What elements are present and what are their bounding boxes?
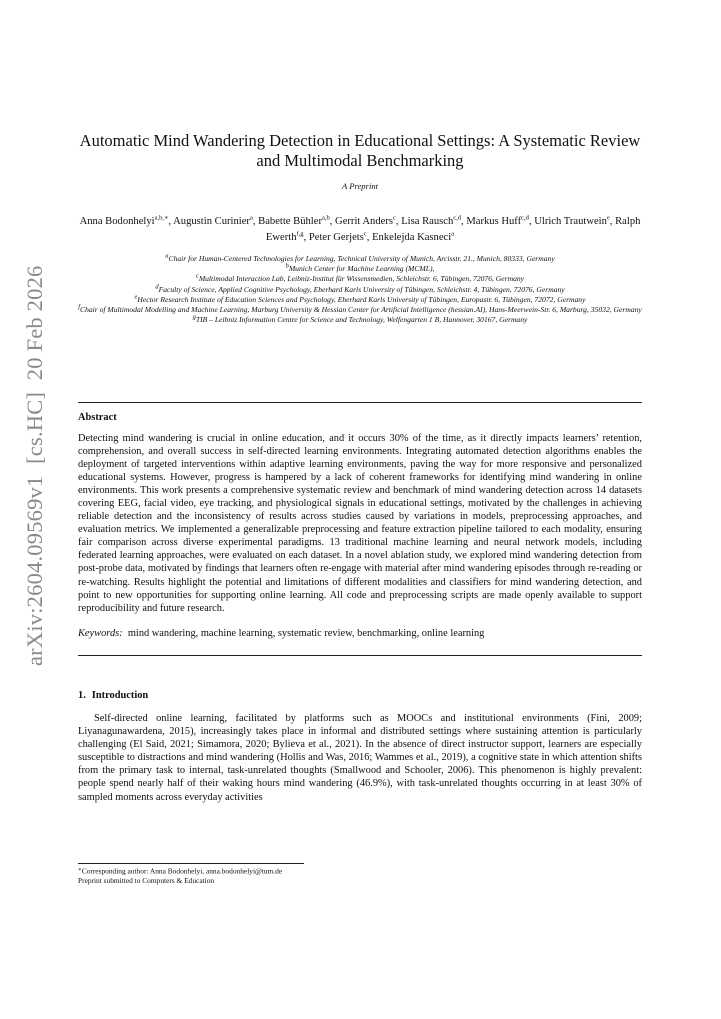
author-separator: , — [609, 216, 616, 227]
author-separator: , — [395, 216, 402, 227]
author-affiliation-mark: c — [363, 229, 367, 237]
author-separator: , — [461, 216, 467, 227]
affiliation-line — [78, 295, 642, 305]
author-name: Gerrit Anders — [335, 216, 394, 227]
author-separator: , — [252, 216, 259, 227]
author-name: Ulrich Trautwein — [534, 216, 607, 227]
author-affiliation-mark: a — [249, 214, 253, 222]
keywords-label: Keywords: — [78, 628, 123, 639]
affiliation-line — [78, 274, 642, 284]
affiliation-text: Hector Research Institute of Education Sciences and Psychology, Eberhard Karls University of Tübingen, Europastr. 6, Tübingen, 72072, Germany — [137, 294, 586, 304]
section-title: Introduction — [91, 690, 149, 701]
author-affiliation-mark: a — [451, 229, 455, 237]
author-name: Enkelejda Kasneci — [372, 231, 452, 243]
abstract-bottom-rule — [78, 655, 642, 656]
section-heading-introduction — [78, 690, 148, 701]
affiliation-text: Multimodal Interaction Lab, Leibniz-Institut für Wissensmedien, Schleichstr. 6, Tübingen, 72076, Germany — [198, 274, 525, 284]
corresponding-author-note — [78, 866, 642, 876]
author-affiliation-mark: c — [393, 214, 396, 222]
affiliation-text: Chair of Multimodal Modelling and Machine Learning, Marburg University & Hessian Center for Artificial Intelligence (hessian.AI), Hans-Meerwein-Str. 6, Marburg, 35032, Germany — [80, 305, 642, 315]
author-separator: , — [528, 216, 535, 227]
affiliation-mark: f — [78, 303, 80, 311]
author-affiliation-mark: f,g — [296, 229, 304, 237]
author-name: Babette Bühler — [258, 216, 322, 227]
affiliation-mark: b — [285, 262, 289, 270]
affiliation-mark: c — [195, 272, 199, 280]
affiliation-text: Faculty of Science, Applied Cognitive Psychology, Eberhard Karls University of Tübingen, Schleichstr. 4, Tübingen, 72076, Germany — [158, 284, 565, 294]
author-affiliation-mark: c,d — [521, 214, 529, 222]
introduction-paragraph: Self-directed online learning, facilitated by platforms such as MOOCs and institutional environments (Fini, 2009; Liyanagunawardena, 2015), increasingly takes place in informal and distributed settings where sustaining attention is particularly challenging (El Said, 2021; Simamora, 2020; Bylieva et al., 2021). In the absence of direct instructor support, learners are especially susceptible to distractions and mind wandering (Hollis and Was, 2016; Wammes et al., 2019), a cognitive state in which attention shifts from the primary task to internal, task-unrelated thoughts (Smallwood and Schooler, 2006). This phenomenon is highly prevalent: people spend nearly half of their waking hours mind wandering (46.9%), with task-unrelated thoughts occurring in at least 30% of sampled moments across everyday activities — [78, 713, 642, 803]
author-affiliation-mark: a,b,∗ — [154, 214, 169, 222]
author-name: Lisa Rausch — [401, 216, 454, 227]
paper-title: Automatic Mind Wandering Detection in Educational Settings: A Systematic Review and Multimodal Benchmarking — [79, 131, 641, 170]
affiliation-text: Munich Center for Machine Learning (MCML), — [288, 264, 435, 274]
affiliation-mark: g — [192, 313, 196, 321]
author-affiliation-mark: a,b — [321, 214, 330, 222]
abstract-heading: Abstract — [78, 412, 117, 423]
keywords-line — [78, 628, 642, 639]
affiliation-line — [78, 315, 642, 325]
abstract-text: Detecting mind wandering is crucial in online education, and it occurs 30% of the time, as it directly impacts learners’ retention, comprehension, and overall success in self-directed learning environments. Integrating automated detection algorithms enables the deployment of targeted interventions within adaptive learning environments, paving the way for more responsive and personalized educational systems. However, progress is hampered by a lack of coherent frameworks for identifying mind wandering in online environments. This work presents a comprehensive systematic review and benchmark of mind wandering detection across 14 datasets covering EEG, facial video, eye tracking, and physiological signals in educational settings, motivated by the challenges in achieving reliable detection and the inconsistency of results across studies caused by variations in models, preprocessing approaches, and evaluation metrics. We implemented a generalizable preprocessing and feature extraction pipeline tailored to each modality, ensuring fair comparison across diverse experimental paradigms. 13 traditional machine learning and neural network models, including federated learning approaches, were evaluated on each dataset. In a novel ablation study, we explored mind wandering detection from post-probe data, motivated by findings that learners often re-engage with material after mind wandering episodes through re-reading or re-watching. Results highlight the potential and limitations of different modalities and classifiers for mind wandering detection, and point to new opportunities for supporting online learning. All code and preprocessing scripts are made openly available to support reproducibility and future research. — [78, 433, 642, 614]
footnote-rule — [78, 863, 304, 864]
author-name: Ralph Ewerth — [265, 216, 641, 243]
affiliation-line — [78, 264, 642, 274]
footnote-mark: ∗ — [78, 867, 82, 873]
submission-note: Preprint submitted to Computers & Education — [78, 876, 215, 886]
affiliation-text: TIB – Leibniz Information Centre for Science and Technology, Welfengarten 1 B, Hannover, 30167, Germany — [195, 315, 528, 325]
affiliation-text: Chair for Human-Centered Technologies for Learning, Technical University of Munich, Arcisstr. 21., Munich, 80333, Germany — [168, 254, 555, 263]
author-separator: , — [168, 216, 174, 227]
affiliation-line — [78, 305, 642, 315]
affiliation-mark: d — [155, 283, 159, 291]
author-name: Peter Gerjets — [308, 231, 364, 243]
author-affiliation-mark: c,d — [453, 214, 462, 222]
author-name: Markus Huff — [466, 216, 522, 227]
author-affiliation-mark: e — [606, 214, 610, 222]
author-separator: , — [366, 231, 373, 243]
corresponding-author-text: Corresponding author: Anna Bodonhelyi, anna.bodonhelyi@tum.de — [81, 866, 283, 876]
affiliation-line — [78, 285, 642, 295]
preprint-label: A Preprint — [341, 181, 379, 191]
section-number: 1. — [78, 690, 86, 701]
author-separator: , — [303, 231, 309, 243]
affiliation-mark: e — [134, 293, 138, 301]
author-list — [78, 214, 642, 245]
author-name: Anna Bodonhelyi — [79, 216, 155, 227]
footnotes — [78, 866, 642, 886]
affiliation-line — [78, 254, 642, 264]
author-separator: , — [329, 216, 336, 227]
affiliation-list — [78, 254, 642, 325]
abstract-top-rule — [78, 402, 642, 403]
arxiv-identifier: arXiv:2604.09569v1 [cs.HC] 20 Feb 2026 — [22, 265, 47, 666]
author-name: Augustin Curinier — [173, 216, 250, 227]
affiliation-mark: a — [165, 252, 169, 260]
keywords-text: mind wandering, machine learning, systematic review, benchmarking, online learning — [127, 628, 485, 639]
